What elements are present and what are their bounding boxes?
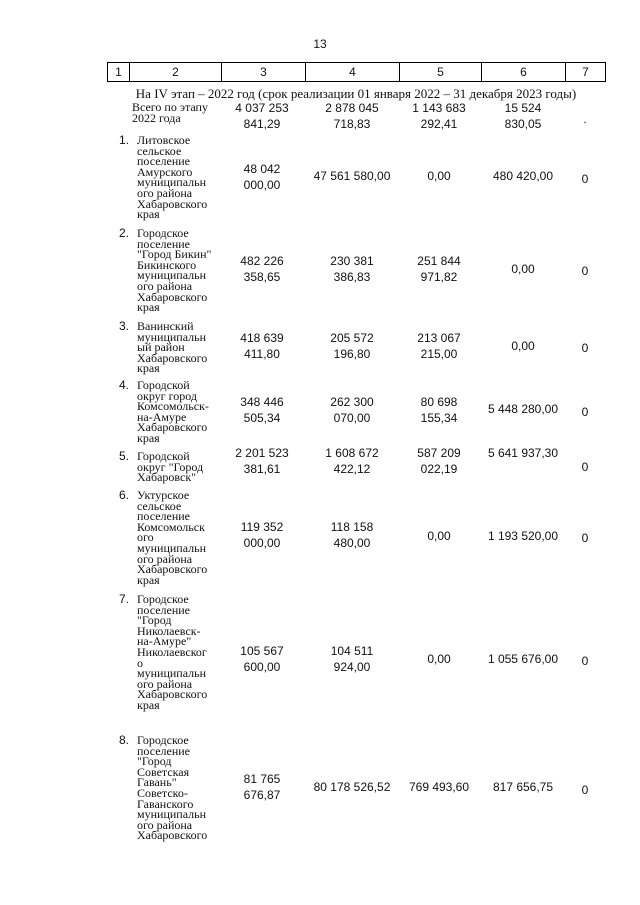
row-col5: 251 844 971,82 — [417, 254, 461, 284]
row-col7: 0 — [581, 654, 589, 668]
row-col4: 47 561 580,00 — [313, 169, 391, 183]
row-col7: 0 — [581, 172, 589, 186]
row-col5: 769 493,60 — [408, 780, 470, 794]
municipality-name: Городской округ город Комсомольск- на-Амуре Хабаровского края — [137, 378, 209, 445]
header-col-2: 2 — [130, 63, 222, 82]
row-col5: 587 209 022,19 — [417, 446, 461, 476]
row-number: 6. — [118, 488, 129, 502]
column-header-table — [107, 62, 606, 82]
row-number: 7. — [118, 592, 129, 606]
municipality-name: Ванинский муниципальн ый район Хабаровского края — [137, 319, 208, 376]
row-col7: 0 — [581, 460, 589, 474]
row-col6: 1 055 676,00 — [487, 652, 559, 666]
row-col3: 482 226 358,65 — [240, 254, 284, 284]
row-col4: 262 300 070,00 — [330, 395, 374, 425]
row-col5: 0,00 — [427, 169, 451, 183]
row-col5: 0,00 — [427, 652, 451, 666]
row-number: 1. — [118, 133, 129, 147]
row-col4: 118 158 480,00 — [330, 520, 374, 550]
row-col3: 119 352 000,00 — [240, 520, 284, 550]
row-col5: 213 067 215,00 — [417, 331, 461, 361]
municipality-name: Городское поселение "Город Бикин" Бикинского муниципальн ого района Хабаровского края — [137, 226, 212, 315]
row-col3: 81 765 676,87 — [243, 772, 281, 802]
header-col-4: 4 — [306, 63, 400, 82]
row-col7: 0 — [581, 531, 589, 545]
row-col7: 0 — [581, 341, 589, 355]
total-col6: 15 524 830,05 — [504, 101, 542, 131]
row-number: 2. — [118, 226, 129, 240]
municipality-name: Городское поселение "Город Советская Гавань" Советско- Гаванского муниципальн ого района Хабаровского — [137, 733, 208, 843]
row-col4: 104 511 924,00 — [330, 644, 374, 674]
page-number: 13 — [313, 37, 327, 51]
total-col3: 4 037 253 841,29 — [235, 101, 289, 131]
row-col3: 48 042 000,00 — [243, 162, 281, 192]
row-col3: 418 639 411,80 — [240, 331, 284, 361]
row-col4: 1 608 672 422,12 — [325, 446, 379, 476]
row-col6: 1 193 520,00 — [487, 529, 559, 543]
row-col7: 0 — [581, 783, 589, 797]
header-col-3: 3 — [222, 63, 306, 82]
row-col5: 80 698 155,34 — [420, 395, 458, 425]
row-col6: 817 656,75 — [492, 780, 554, 794]
row-col5: 0,00 — [427, 529, 451, 543]
row-col6: 480 420,00 — [492, 169, 554, 183]
total-col4: 2 878 045 718,83 — [325, 101, 379, 131]
municipality-name: Уктурское сельское поселение Комсомольск ого муниципальн ого района Хабаровского края — [137, 488, 208, 587]
header-col-6: 6 — [482, 63, 566, 82]
row-col4: 230 381 386,83 — [330, 254, 374, 284]
row-col3: 348 446 505,34 — [240, 395, 284, 425]
row-col4: 80 178 526,52 — [313, 780, 391, 794]
total-col7: . — [583, 112, 587, 126]
row-number: 5. — [118, 449, 129, 463]
stage-title: На IV этап – 2022 год (срок реализации 01 января 2022 – 31 декабря 2023 годы) — [135, 86, 577, 101]
row-col6: 0,00 — [511, 339, 535, 353]
row-col4: 205 572 196,80 — [330, 331, 374, 361]
row-col6: 0,00 — [511, 262, 535, 276]
municipality-name: Городской округ "Город Хабаровск" — [137, 449, 204, 485]
row-col7: 0 — [581, 264, 589, 278]
row-col6: 5 448 280,00 — [487, 402, 559, 416]
row-col7: 0 — [581, 405, 589, 419]
header-col-5: 5 — [400, 63, 482, 82]
municipality-name: Городское поселение "Город Николаевск- на-Амуре" Николаевског о муниципальн ого района Хабаровского края — [137, 592, 208, 712]
row-col3: 105 567 600,00 — [240, 644, 284, 674]
header-col-7: 7 — [566, 63, 606, 82]
header-col-1: 1 — [108, 63, 130, 82]
total-col5: 1 143 683 292,41 — [412, 101, 466, 131]
row-col3: 2 201 523 381,61 — [235, 446, 289, 476]
row-number: 8. — [118, 733, 129, 747]
municipality-name: Литовское сельское поселение Амурского муниципальн ого района Хабаровского края — [137, 133, 208, 222]
row-number: 3. — [118, 319, 129, 333]
row-number: 4. — [118, 378, 129, 392]
row-col6: 5 641 937,30 — [487, 446, 559, 460]
total-label: Всего по этапу 2022 года — [132, 100, 208, 125]
